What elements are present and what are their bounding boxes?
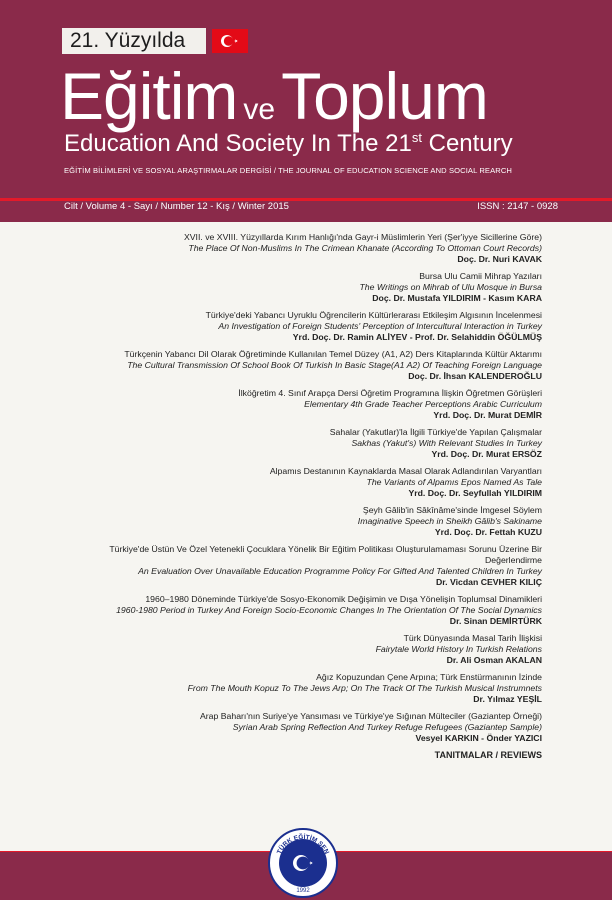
contents-entry [70,466,542,499]
seal-top-text: TÜRK EĞİTİM SEN [275,833,331,856]
entry-author: Dr. Yılmaz YEŞİL [473,694,542,704]
entry-title-en: 1960-1980 Period in Turkey And Foreign Socio-Economic Changes In The Orientation Of The Social Dynamics [116,605,542,615]
title-connector: ve [243,93,276,126]
entry-title-en: From The Mouth Kopuz To The Jews Arp; On The Track Of The Turkish Musical Instrumnets [187,683,542,693]
issn-info: ISSN : 2147 - 0928 [477,201,558,212]
entry-title-tr: Ağız Kopuzundan Çene Arpına; Türk Enstürmanının İzinde [316,672,542,682]
svg-text:TÜRK EĞİTİM SEN [276,832,330,856]
entry-title-tr: Bursa Ulu Camii Mihrap Yazıları [419,271,542,281]
contents-entry [70,672,542,705]
entry-title-en: The Writings on Mihrab of Ulu Mosque in Bursa [359,282,542,292]
entry-title-en: An Investigation of Foreign Students' Perception of Intercultural Interaction in Turkey [218,321,542,331]
entry-title-en: Sakhas (Yakut's) With Relevant Studies In Turkey [351,438,542,448]
entry-title-tr: Şeyh Gâlib'in Sâkînâme'sinde İmgesel Söylem [362,505,542,515]
entry-title-tr: Türkçenin Yabancı Dil Olarak Öğretiminde Kullanılan Temel Düzey (A1, A2) Ders Kitaplarında Kültür Aktarımı [124,349,542,359]
entry-author: Doç. Dr. İhsan KALENDEROĞLU [408,371,542,381]
entry-title-tr: 1960–1980 Döneminde Türkiye'de Sosyo-Ekonomik Değişimin ve Dışa Yönelişin Toplumsal Dinamikleri [145,594,542,604]
contents-entry [70,310,542,343]
contents-entry [70,427,542,460]
title-part-2: Toplum [281,59,488,133]
entry-author: Yrd. Doç. Dr. Fettah KUZU [434,527,542,537]
journal-tagline: EĞİTİM BİLİMLERİ VE SOSYAL ARAŞTIRMALAR DERGİSİ / THE JOURNAL OF EDUCATION SCIENCE AND SOCIAL REARCH [64,166,512,175]
turkish-flag-icon [212,29,248,53]
century-label: 21. Yüzyılda [62,28,206,54]
entry-title-tr: Arap Baharı'nın Suriye'ye Yansıması ve Türkiye'ye Sığınan Mülteciler (Gaziantep Örneği) [199,711,542,721]
reviews-label: TANITMALAR / REVIEWS [434,750,542,760]
entry-title-tr: Türk Dünyasında Masal Tarih İlişkisi [403,633,542,643]
volume-info: Cilt / Volume 4 - Sayı / Number 12 - Kış / Winter 2015 [64,201,289,212]
entry-author: Yrd. Doç. Dr. Murat DEMİR [433,410,542,420]
contents-entry [70,711,542,744]
english-title-end: Century [421,130,513,157]
seal-text-ring [270,830,336,896]
entry-title-en: An Evaluation Over Unavailable Education Programme Policy For Gifted And Talented Children In Turkey [138,566,542,576]
entry-author: Yrd. Doç. Dr. Ramin ALİYEV - Prof. Dr. Selahiddin ÖĞÜLMÜŞ [292,332,542,342]
entry-title-tr: Sahalar (Yakutlar)'la İlgili Türkiye'de Yapılan Çalışmalar [329,427,542,437]
entry-title-en: Syrian Arab Spring Reflection And Turkey Refuge Refugees (Gaziantep Sample) [232,722,542,732]
entry-title-en: Fairytale World History In Turkish Relations [375,644,542,654]
english-title [64,130,513,158]
title-part-1: Eğitim [60,59,238,133]
english-title-main: Education And Society In The 21 [64,130,412,157]
union-seal-logo [268,828,338,898]
table-of-contents [70,232,542,760]
entry-title-en: Elementary 4th Grade Teacher Perceptions Arabic Curriculum [304,399,542,409]
contents-entry [70,349,542,382]
contents-entry [70,544,542,588]
entry-author: Doç. Dr. Nuri KAVAK [457,254,542,264]
contents-entry [70,594,542,627]
entry-title-en: Imaginative Speech in Sheikh Gâlib's Sakiname [357,516,542,526]
entry-author: Vesyel KARKIN - Önder YAZICI [415,733,542,743]
entry-title-tr: Alpamıs Destanının Kaynaklarda Masal Olarak Adlandırılan Varyantları [269,466,542,476]
entry-title-tr: İlköğretim 4. Sınıf Arapça Dersi Öğretim Programına İlişkin Öğretmen Görüşleri [238,388,542,398]
entry-author: Yrd. Doç. Dr. Murat ERSÖZ [431,449,542,459]
contents-entry [70,388,542,421]
contents-entry [70,271,542,304]
english-title-sup: st [411,130,422,145]
contents-entry [70,232,542,265]
seal-year: 1992 [296,888,310,894]
entry-author: Dr. Sinan DEMİRTÜRK [449,616,542,626]
entry-author: Yrd. Doç. Dr. Seyfullah YILDIRIM [408,488,542,498]
contents-entry [70,633,542,666]
contents-entry [70,505,542,538]
entry-author: Doç. Dr. Mustafa YILDIRIM - Kasım KARA [372,293,542,303]
entry-title-en: The Place Of Non-Muslims In The Crimean Khanate (According To Ottoman Court Records) [188,243,542,253]
entry-title-en: The Cultural Transmission Of School Book Of Turkish In Basic Stage(A1 A2) Of Teaching Foreign Language [127,360,542,370]
entry-author: Dr. Vicdan CEVHER KILIÇ [435,577,542,587]
entry-title-tr: Türkiye'deki Yabancı Uyruklu Öğrencilerin Kültürlerarası Etkileşim Algısının İncelenmesi [205,310,542,320]
entry-title-en: The Variants of Alpamıs Epos Named As Tale [366,477,542,487]
entry-author: Dr. Ali Osman AKALAN [446,655,542,665]
entry-title-tr: XVII. ve XVIII. Yüzyıllarda Kırım Hanlığı'nda Gayr-i Müslimlerin Yeri (Şer'iyye Sicillerine Göre) [183,232,542,242]
entry-title-tr: Türkiye'de Üstün Ve Özel Yetenekli Çocuklara Yönelik Bir Eğitim Politikası Oluşturulamaması Sorunu Üzerine Bir Değerlendirme [109,544,542,565]
